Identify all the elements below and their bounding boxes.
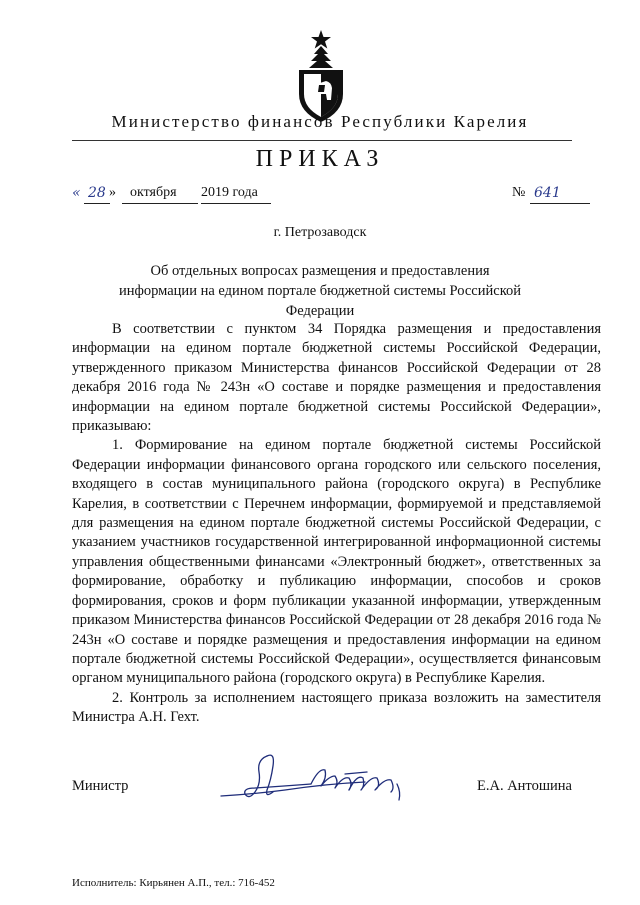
order-subject: Об отдельных вопросах размещения и предоставления информации на едином портале бюджетной системы Российской Федерации bbox=[118, 263, 522, 319]
date-month: октября bbox=[130, 185, 177, 200]
body-paragraph: 1. Формирование на едином портале бюджетной системы Российской Федерации информации финансового органа городского или сельского поселения, входящего в состав муниципального района (городского округа) в Республике Карелия, в соответствии с Перечнем информации, формируемой и представляемой для размещения на едином портале бюджетной системы Российской Федерации, с указанием участников государственной интегрированной информационной системы управления общественными финансами «Электронный бюджет», ответственных за формирование, обработку и публикацию информации, способов и сроков формирования, сроков и форм публикации указанной информации, утвержденным приказом Министерства финансов Российской Федерации от 28 декабря 2016 года № 243н «О составе и порядке размещения и предоставления информации на едином портале бюджетной системы Российской Федерации», осуществляется финансовым органом муниципального района (городского округа) в Республике Карелия. bbox=[72, 437, 601, 687]
document-title: ПРИКАЗ bbox=[255, 146, 385, 172]
city: г. Петрозаводск bbox=[273, 225, 367, 240]
handwritten-signature bbox=[215, 748, 420, 806]
date-day: 28 bbox=[88, 185, 106, 201]
order-body bbox=[72, 320, 601, 728]
month-underline bbox=[122, 203, 198, 204]
body-paragraph: 2. Контроль за исполнением настоящего приказа возложить на заместителя Министра А.Н. Гехт. bbox=[72, 689, 601, 726]
day-underline bbox=[84, 203, 110, 204]
date-open-quote: « bbox=[72, 185, 81, 201]
number-sign: № bbox=[512, 185, 526, 200]
executor-info: Исполнитель: Кирьянен А.П., тел.: 716-452 bbox=[72, 877, 275, 889]
date-close-quote: » bbox=[109, 185, 116, 200]
header-rule bbox=[72, 140, 572, 141]
date-year: 2019 года bbox=[201, 185, 258, 200]
signer-position: Министр bbox=[72, 778, 129, 794]
signer-name: Е.А. Антошина bbox=[477, 778, 572, 794]
number-underline bbox=[530, 203, 590, 204]
coat-of-arms-emblem bbox=[295, 28, 347, 124]
body-paragraph: В соответствии с пунктом 34 Порядка размещения и предоставления информации на едином портале бюджетной системы Российской Федерации, утвержденного приказом Министерства финансов Российской Федерации от 28 декабря 2016 года № 243н «О составе и порядке размещения и предоставления информации на едином портале бюджетной системы Российской Федерации», приказываю: bbox=[72, 321, 601, 435]
order-number: 641 bbox=[534, 185, 561, 201]
year-underline bbox=[201, 203, 271, 204]
ministry-name: Министерство финансов Республики Карелия bbox=[111, 112, 529, 131]
